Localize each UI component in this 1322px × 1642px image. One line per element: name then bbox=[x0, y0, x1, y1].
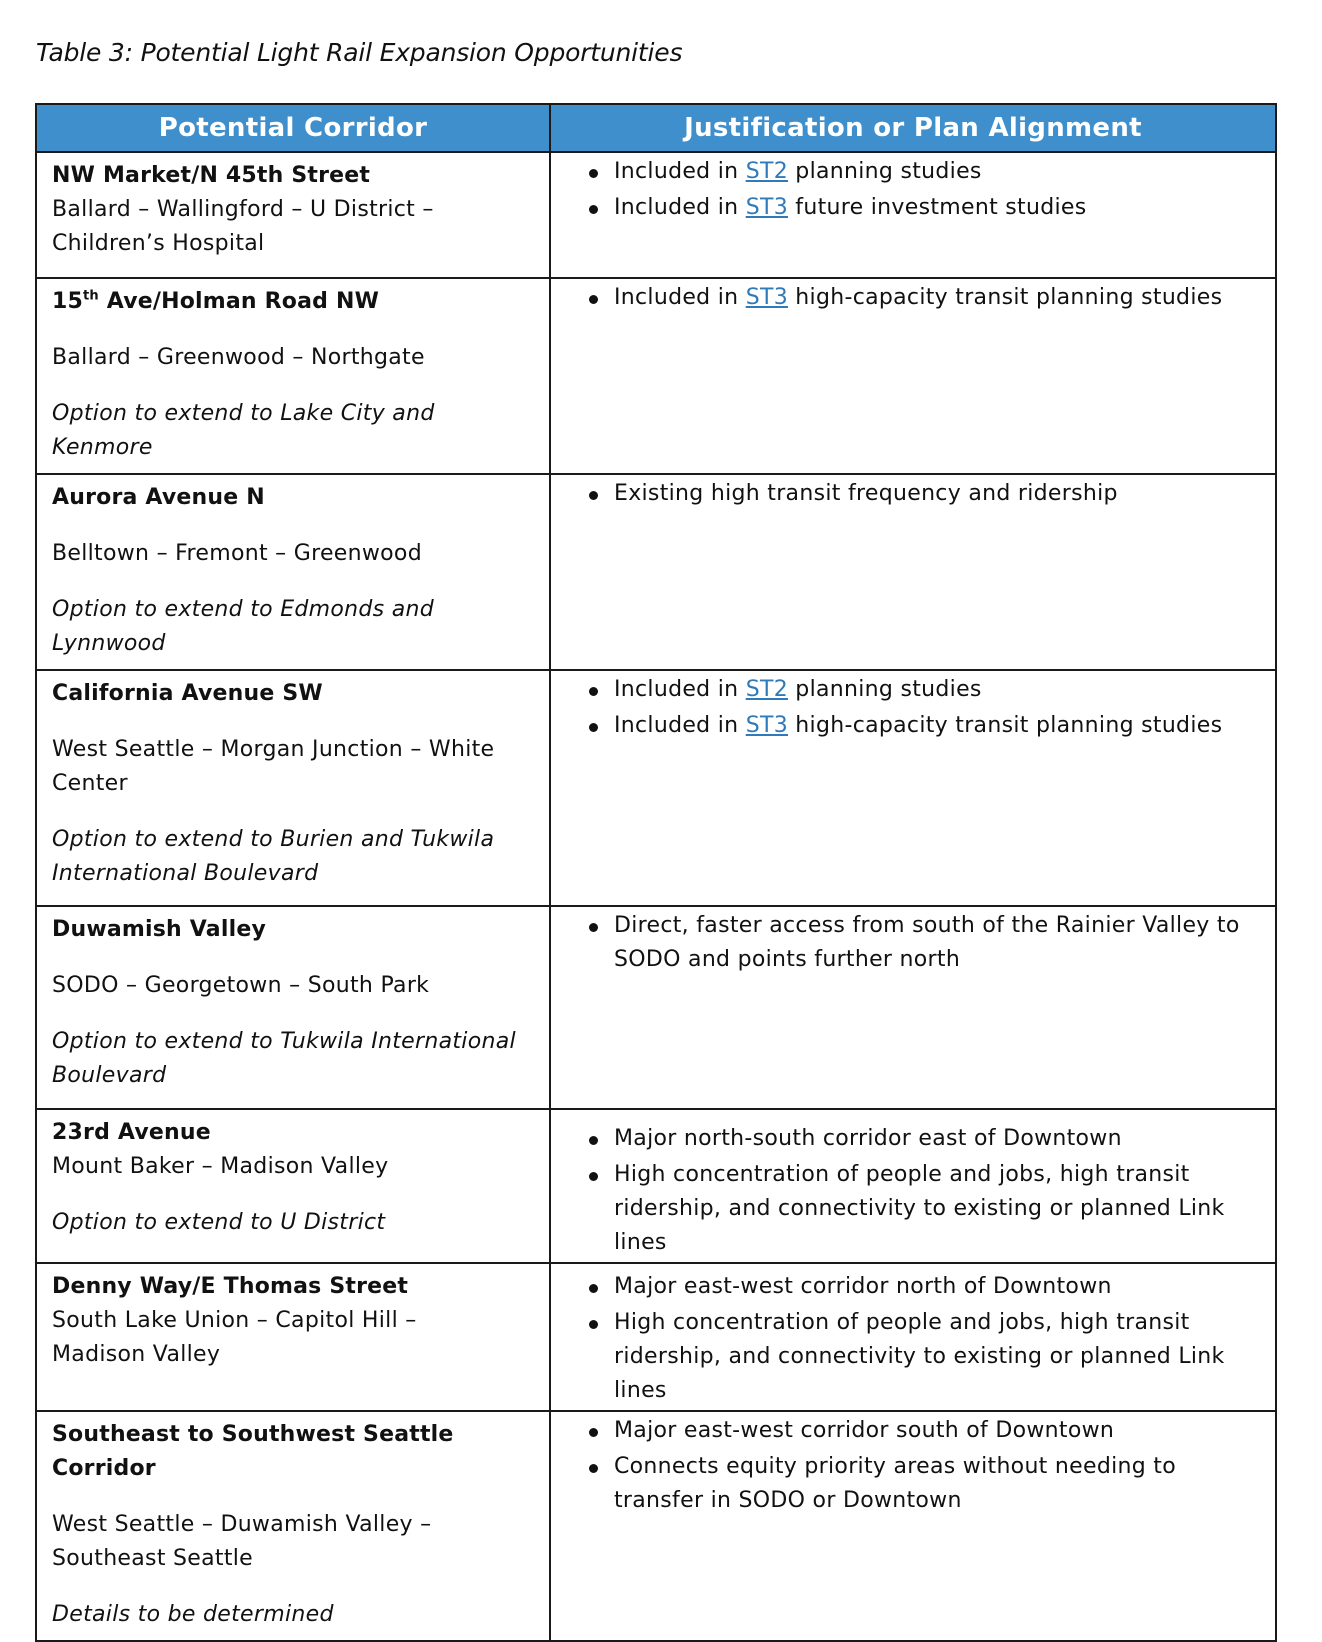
table-row bbox=[36, 1411, 1276, 1641]
corridor-route: West Seattle – Duwamish Valley – Southeast Seattle bbox=[52, 1512, 432, 1571]
list-item: Major north-south corridor east of Downtown bbox=[589, 1122, 1255, 1156]
st3-link[interactable]: ST3 bbox=[745, 713, 789, 738]
justification-list bbox=[551, 1414, 1275, 1518]
justification-list bbox=[551, 281, 1275, 315]
corridor-name: Southeast to Southwest Seattle Corridor bbox=[52, 1422, 454, 1481]
justification-cell bbox=[550, 278, 1276, 474]
list-item: Included in ST2 planning studies bbox=[589, 673, 1255, 707]
corridor-route: SODO – Georgetown – South Park bbox=[52, 973, 430, 998]
corridor-cell bbox=[36, 278, 550, 474]
list-item: Connects equity priority areas without needing to transfer in SODO or Downtown bbox=[589, 1450, 1255, 1518]
justification-list bbox=[551, 477, 1275, 511]
corridor-name: NW Market/N 45th Street bbox=[52, 163, 371, 188]
st3-link[interactable]: ST3 bbox=[745, 285, 789, 310]
corridor-option: Option to extend to Burien and Tukwila International Boulevard bbox=[52, 827, 495, 886]
corridor-cell bbox=[36, 1263, 550, 1411]
table-row bbox=[36, 1263, 1276, 1411]
corridor-route: Mount Baker – Madison Valley bbox=[52, 1154, 389, 1179]
corridor-route: South Lake Union – Capitol Hill – Madison Valley bbox=[52, 1308, 417, 1367]
corridor-table bbox=[35, 103, 1277, 1642]
corridor-route: Ballard – Greenwood – Northgate bbox=[52, 345, 425, 370]
justification-list bbox=[551, 1270, 1275, 1408]
corridor-cell bbox=[36, 1109, 550, 1263]
table-caption: Table 3: Potential Light Rail Expansion Opportunities bbox=[36, 38, 683, 67]
corridor-option: Option to extend to Tukwila International Boulevard bbox=[52, 1029, 516, 1088]
justification-list bbox=[551, 909, 1275, 977]
corridor-cell bbox=[36, 906, 550, 1109]
justification-cell bbox=[550, 474, 1276, 670]
corridor-name: 23rd Avenue bbox=[52, 1120, 211, 1145]
st2-link[interactable]: ST2 bbox=[745, 159, 789, 184]
list-item: High concentration of people and jobs, high transit ridership, and connectivity to existing or planned Link lines bbox=[589, 1306, 1255, 1408]
header-justification: Justification or Plan Alignment bbox=[550, 104, 1276, 152]
corridor-name: Duwamish Valley bbox=[52, 917, 266, 942]
corridor-option: Option to extend to U District bbox=[52, 1210, 386, 1235]
table-row bbox=[36, 474, 1276, 670]
header-potential-corridor: Potential Corridor bbox=[36, 104, 550, 152]
corridor-name: 15th Ave/Holman Road NW bbox=[52, 288, 380, 314]
justification-list bbox=[551, 155, 1275, 225]
st3-link[interactable]: ST3 bbox=[745, 195, 789, 220]
corridor-option: Option to extend to Edmonds and Lynnwood bbox=[52, 597, 434, 656]
list-item: Major east-west corridor north of Downtown bbox=[589, 1270, 1255, 1304]
corridor-option: Option to extend to Lake City and Kenmore bbox=[52, 401, 435, 460]
corridor-cell bbox=[36, 152, 550, 278]
corridor-name: Denny Way/E Thomas Street bbox=[52, 1274, 409, 1299]
list-item: Existing high transit frequency and ridership bbox=[589, 477, 1255, 511]
justification-list bbox=[551, 673, 1275, 743]
justification-cell bbox=[550, 906, 1276, 1109]
corridor-option: Details to be determined bbox=[52, 1602, 334, 1627]
list-item: Included in ST3 high-capacity transit planning studies bbox=[589, 281, 1255, 315]
table-row bbox=[36, 1109, 1276, 1263]
justification-cell bbox=[550, 1263, 1276, 1411]
table-header-row bbox=[36, 104, 1276, 152]
justification-cell bbox=[550, 1411, 1276, 1641]
corridor-cell bbox=[36, 1411, 550, 1641]
corridor-route: Ballard – Wallingford – U District – Children’s Hospital bbox=[52, 197, 434, 256]
corridor-name: Aurora Avenue N bbox=[52, 485, 265, 510]
list-item: Included in ST2 planning studies bbox=[589, 155, 1255, 189]
justification-cell bbox=[550, 670, 1276, 906]
justification-list bbox=[551, 1122, 1275, 1260]
st2-link[interactable]: ST2 bbox=[745, 677, 789, 702]
corridor-route: Belltown – Fremont – Greenwood bbox=[52, 541, 422, 566]
list-item: Major east-west corridor south of Downtown bbox=[589, 1414, 1255, 1448]
list-item: Direct, faster access from south of the Rainier Valley to SODO and points further north bbox=[589, 909, 1255, 977]
corridor-route: West Seattle – Morgan Junction – White Center bbox=[52, 737, 495, 796]
list-item: Included in ST3 future investment studies bbox=[589, 191, 1255, 225]
corridor-cell bbox=[36, 474, 550, 670]
list-item: High concentration of people and jobs, high transit ridership, and connectivity to existing or planned Link lines bbox=[589, 1158, 1255, 1260]
corridor-name: California Avenue SW bbox=[52, 681, 323, 706]
justification-cell bbox=[550, 1109, 1276, 1263]
table-row bbox=[36, 278, 1276, 474]
corridor-cell bbox=[36, 670, 550, 906]
table-row bbox=[36, 152, 1276, 278]
table-row bbox=[36, 906, 1276, 1109]
list-item: Included in ST3 high-capacity transit planning studies bbox=[589, 709, 1255, 743]
table-row bbox=[36, 670, 1276, 906]
justification-cell bbox=[550, 152, 1276, 278]
